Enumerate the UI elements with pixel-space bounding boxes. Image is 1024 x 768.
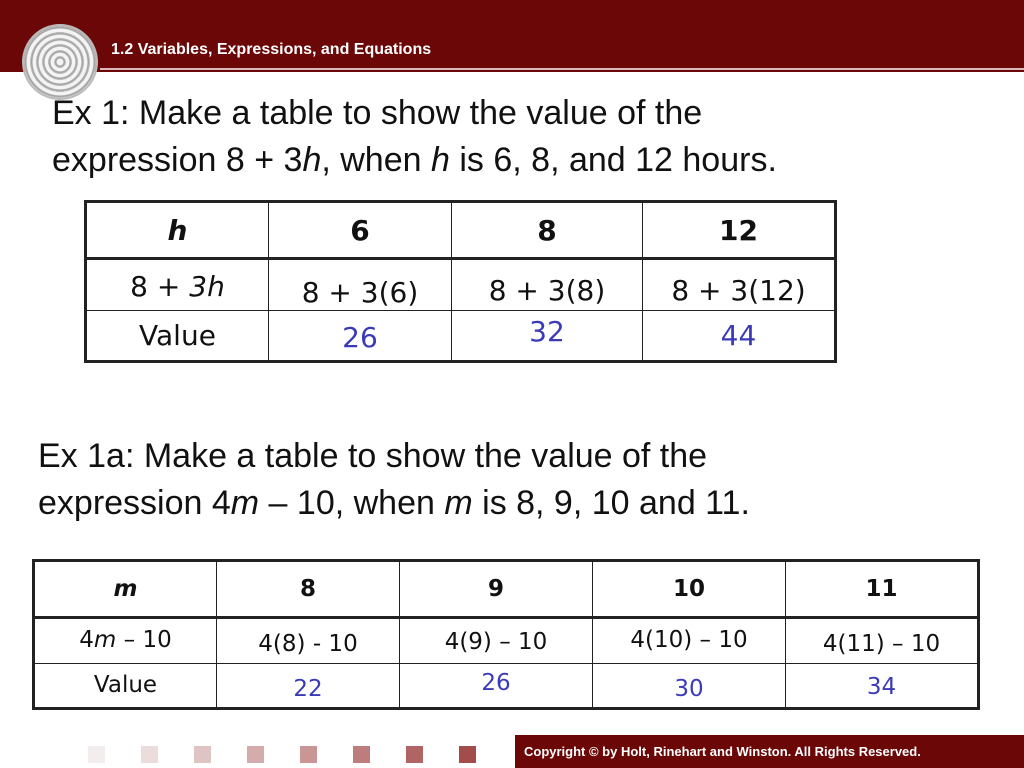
cell-text: 8 + 3(8) — [488, 274, 606, 307]
decorative-square — [194, 746, 211, 763]
variable-m: m — [113, 576, 138, 602]
variable-m: m — [230, 484, 260, 522]
cell-text: 8 + 3(12) — [671, 274, 806, 307]
answer-text: 22 — [293, 676, 323, 702]
text-segment: 4 — [79, 627, 94, 653]
table-cell — [452, 259, 643, 311]
table-header-cell: 12 — [643, 202, 836, 259]
cell-text: 4(9) – 10 — [444, 629, 548, 655]
text-segment: 8 + — [130, 270, 190, 303]
table-row — [86, 311, 836, 362]
variable-m: m — [444, 484, 473, 522]
table-header-cell: 9 — [400, 561, 593, 618]
row-label-value — [34, 664, 217, 709]
table-header-cell: 8 — [217, 561, 400, 618]
row-label-expression — [34, 618, 217, 664]
header-bar — [0, 0, 1024, 72]
answer-text: 34 — [866, 674, 897, 700]
answer-text: 26 — [342, 321, 378, 354]
row-label-value: Value — [86, 311, 269, 362]
text-segment: 3h — [189, 270, 225, 303]
example-1-line-2 — [52, 137, 777, 184]
table-header-cell: 8 — [452, 202, 643, 259]
table-header-cell: 11 — [786, 561, 979, 618]
example-1-table — [84, 200, 837, 363]
decorative-square — [459, 746, 476, 763]
example-1a-line-2 — [38, 480, 750, 527]
decorative-square — [247, 746, 264, 763]
table-row — [34, 664, 979, 709]
table-header-cell — [34, 561, 217, 618]
table-cell — [786, 618, 979, 664]
text-segment: is 6, 8, and 12 hours. — [449, 141, 777, 179]
answer-text: 32 — [529, 315, 565, 348]
cell-text: 4(11) – 10 — [822, 631, 941, 657]
spiral-logo-icon — [24, 26, 96, 98]
decorative-square — [353, 746, 370, 763]
cell-text: 4(10) – 10 — [630, 627, 748, 653]
answer-text: 44 — [720, 319, 757, 352]
cell-text: Value — [93, 672, 158, 698]
example-1-line-1: Ex 1: Make a table to show the value of the — [52, 94, 703, 132]
table-header-cell: 6 — [269, 202, 452, 259]
answer-text: 30 — [674, 676, 704, 702]
text-segment: , when — [321, 141, 431, 179]
answer-text: 26 — [481, 670, 511, 696]
answer-cell — [786, 664, 979, 709]
variable-h: h — [167, 213, 188, 247]
example-1a-line-1: Ex 1a: Make a table to show the value of the — [38, 437, 708, 475]
text-segment: is 8, 9, 10 and 11. — [472, 484, 750, 522]
table-cell — [217, 618, 400, 664]
table-row — [86, 259, 836, 311]
text-segment: – 10, when — [259, 484, 445, 522]
cell-text: 8 + 3(6) — [301, 276, 419, 309]
table-header-row — [34, 561, 979, 618]
answer-cell — [452, 311, 643, 362]
text-segment: expression 4 — [38, 484, 231, 522]
table-cell — [269, 259, 452, 311]
answer-cell — [269, 311, 452, 362]
variable-h: h — [302, 141, 322, 179]
table-header-cell — [86, 202, 269, 259]
decorative-square — [406, 746, 423, 763]
example-1-prompt — [52, 90, 777, 184]
answer-cell — [400, 664, 593, 709]
table-row — [34, 618, 979, 664]
text-segment: expression 8 + 3 — [52, 141, 303, 179]
answer-cell — [593, 664, 786, 709]
cell-text: 4(8) - 10 — [258, 631, 358, 657]
table-header-row — [86, 202, 836, 259]
table-cell — [643, 259, 836, 311]
decorative-square — [141, 746, 158, 763]
answer-cell — [643, 311, 836, 362]
variable-h: h — [430, 141, 450, 179]
row-label-expression — [86, 259, 269, 311]
answer-cell — [217, 664, 400, 709]
table-cell — [593, 618, 786, 664]
text-segment: m — [93, 627, 117, 653]
text-segment: – 10 — [116, 627, 172, 653]
copyright-notice: Copyright © by Holt, Rinehart and Winston. All Rights Reserved. — [524, 744, 921, 759]
slide-section-title: 1.2 Variables, Expressions, and Equations — [111, 41, 432, 58]
example-1a-prompt — [38, 433, 750, 527]
decorative-square — [88, 746, 105, 763]
example-1a-table — [32, 559, 980, 710]
decorative-square — [300, 746, 317, 763]
table-header-cell: 10 — [593, 561, 786, 618]
header-divider — [100, 68, 1024, 70]
table-cell — [400, 618, 593, 664]
